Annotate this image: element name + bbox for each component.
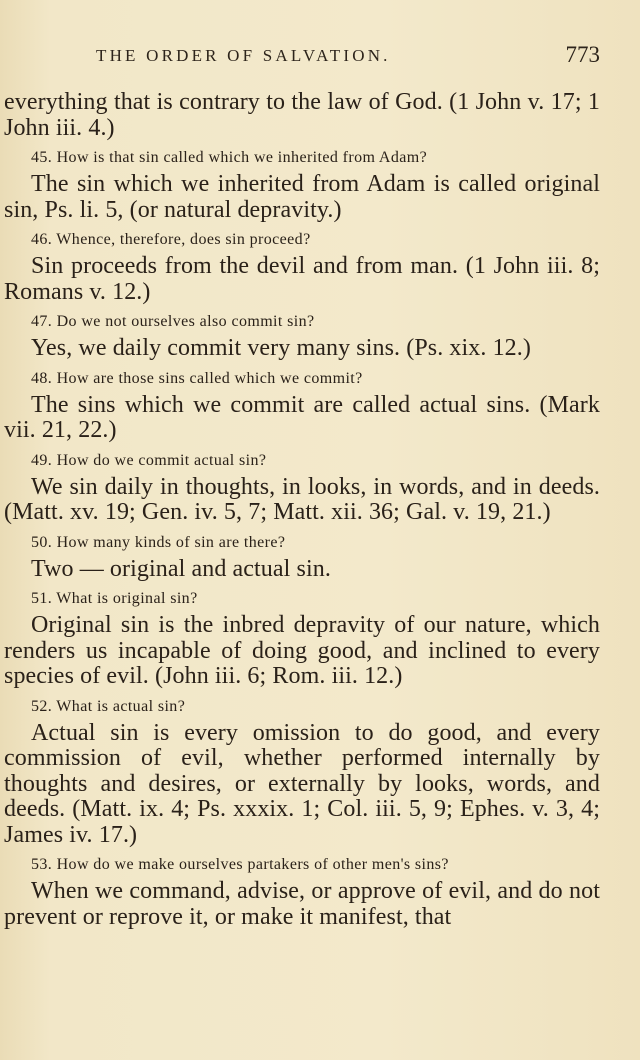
answer-46: Sin proceeds from the devil and from man. (1 John iii. 8; Romans v. 12.): [4, 253, 600, 305]
answer-49: We sin daily in thoughts, in looks, in words, and in deeds. (Matt. xv. 19; Gen. iv. 5, 7; Matt. xii. 36; Gal. v. 19, 21.): [4, 473, 600, 525]
page-number: 773: [565, 42, 600, 67]
answer-45: The sin which we inherited from Adam is called original sin, Ps. li. 5, (or natural depravity.): [4, 171, 600, 223]
running-title: THE ORDER OF SALVATION.: [96, 46, 391, 65]
question-50: 50. How many kinds of sin are there?: [31, 533, 286, 551]
running-header: [96, 42, 600, 72]
answer-48: The sins which we commit are called actual sins. (Mark vii. 21, 22.): [4, 391, 600, 443]
question-51: 51. What is original sin?: [31, 590, 198, 607]
question-48: 48. How are those sins called which we commit?: [31, 369, 363, 387]
answer-53: When we command, advise, or approve of evil, and do not prevent or reprove it, or make it manifest, that: [4, 878, 600, 930]
question-52: 52. What is actual sin?: [31, 697, 186, 715]
answer-continued: everything that is contrary to the law of God. (1 John v. 17; 1 John iii. 4.): [4, 89, 600, 141]
question-49: 49. How do we commit actual sin?: [31, 451, 267, 469]
question-53: 53. How do we make ourselves partakers of other men's sins?: [31, 856, 449, 873]
answer-47: Yes, we daily commit very many sins. (Ps. xix. 12.): [31, 335, 531, 361]
question-45: 45. How is that sin called which we inherited from Adam?: [31, 149, 428, 166]
question-47: 47. Do we not ourselves also commit sin?: [31, 313, 315, 330]
answer-50: Two — original and actual sin.: [31, 555, 331, 582]
page-body: [4, 90, 600, 930]
question-46: 46. Whence, therefore, does sin proceed?: [31, 231, 311, 248]
answer-51: Original sin is the inbred depravity of our nature, which renders us incapable of doing good, and inclined to every species of evil. (John iii. 6; Rom. iii. 12.): [4, 612, 600, 689]
answer-52: Actual sin is every omission to do good, and every commission of evil, whether performed internally by thoughts and desires, or externally by looks, words, and deeds. (Matt. ix. 4; Ps. xxxix. 1; Col. iii. 5, 9; Ephes. v. 3, 4; James iv. 17.): [4, 719, 600, 848]
